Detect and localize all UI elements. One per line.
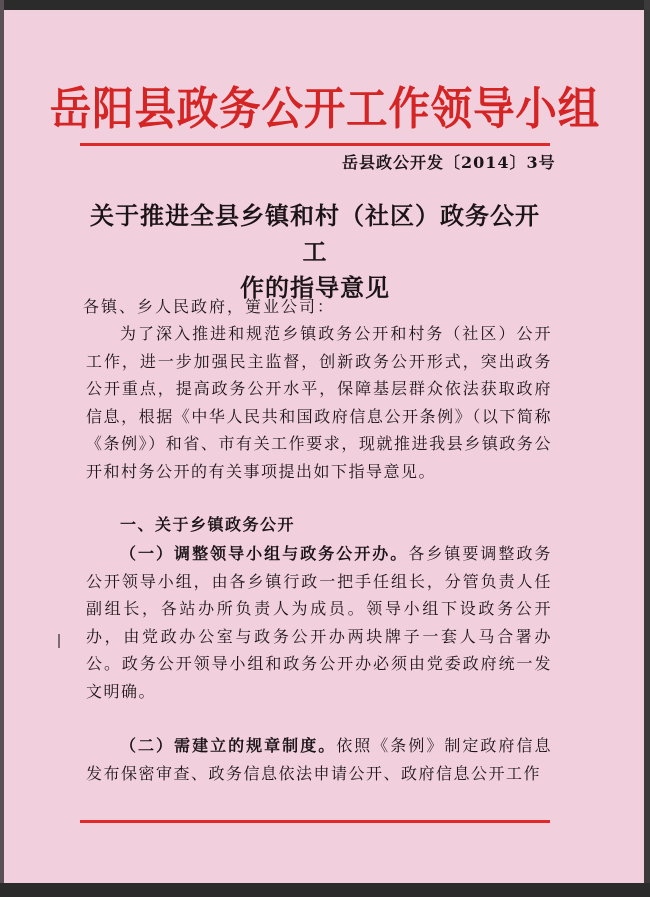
document-number: 岳县政公开发〔2014〕3号 xyxy=(342,153,556,172)
document-title xyxy=(80,198,550,306)
intro-paragraph: 为了深入推进和规范乡镇政务公开和村务（社区）公开工作，进一步加强民主监督，创新政务公开形式，突出政务公开重点，提高政务公开水平，保障基层群众依法获取政府信息，根据《中华人民共和国政府信息公开条例》（以下简称《条例》）和省、市有关工作要求，现就推进我县乡镇政务公开和村务公开的有关事项提出如下指导意见。 xyxy=(86,324,552,481)
scan-edge-left xyxy=(0,0,4,897)
addressee: 各镇、乡人民政府，筻业公司： xyxy=(83,297,336,316)
item-2-paragraph xyxy=(86,732,552,787)
item-1-text: 各乡镇要调整政务公开领导小组，由各乡镇行政一把手任组长，分管负责人任副组长，各站办所负责人为成员。领导小组下设政务公开办，由党政办公室与政务公开办两块牌子一套人马合署办公。政务公开领导小组和政务公开办必须由党委政府统一发文明确。 xyxy=(86,544,552,701)
binder-mark xyxy=(58,634,60,648)
red-rule-top xyxy=(80,143,550,146)
scan-edge-bottom xyxy=(0,883,650,897)
document-title-line-2: 作的指导意见 xyxy=(240,273,390,302)
scan-edge-right xyxy=(644,0,650,897)
document-title-line-1: 关于推进全县乡镇和村（社区）政务公开工 xyxy=(90,201,540,266)
item-1-heading: （一）调整领导小组与政务公开办。 xyxy=(120,544,409,563)
issuer-header: 岳阳县政务公开工作领导小组 xyxy=(49,82,601,135)
item-2-text: 依照《条例》制定政府信息发布保密审查、政务信息依法申请公开、政府信息公开工作 xyxy=(86,736,552,783)
item-1-paragraph xyxy=(86,540,552,705)
red-rule-bottom xyxy=(80,820,550,823)
item-2-heading: （二）需建立的规章制度。 xyxy=(120,736,337,755)
section-heading-1: 一、关于乡镇政务公开 xyxy=(120,515,296,534)
scan-edge-top xyxy=(0,0,650,10)
